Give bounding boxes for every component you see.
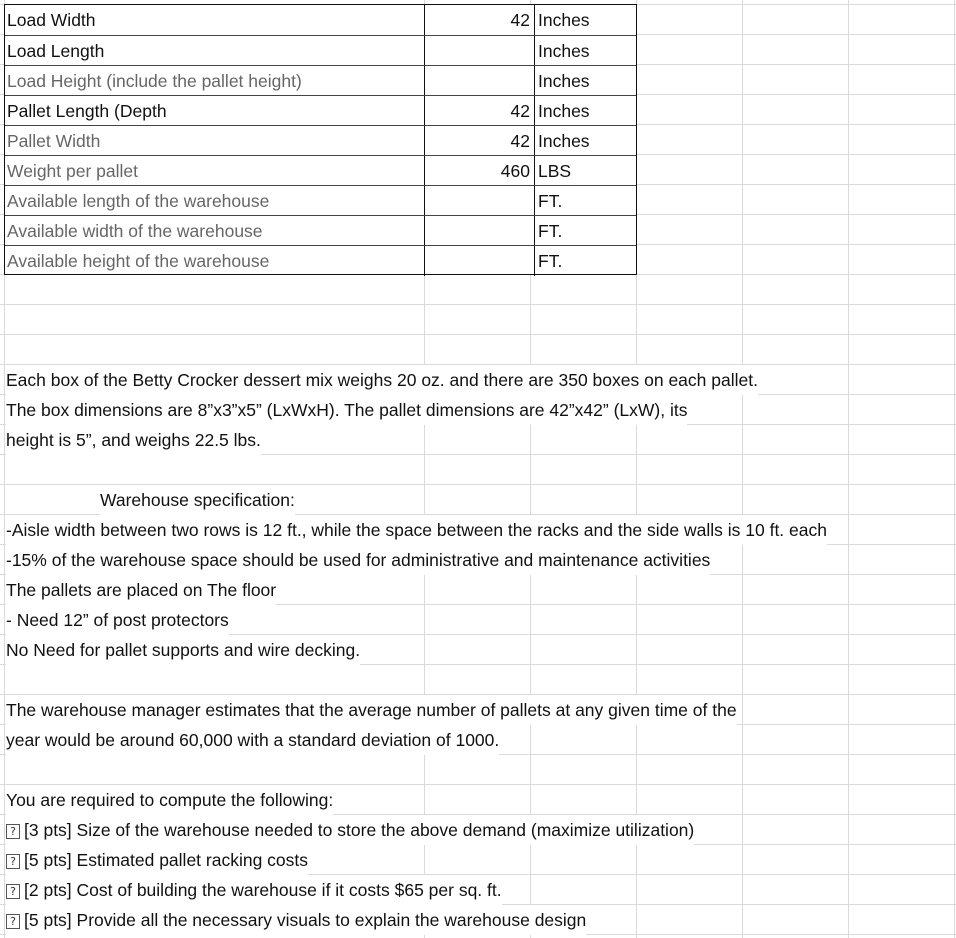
param-unit-cell[interactable]: Inches [538, 10, 590, 30]
task-text: [3 pts] Size of the warehouse needed to store the above demand (maximize utilization) [24, 820, 695, 840]
table-row [5, 215, 636, 246]
param-value-cell[interactable] [425, 66, 535, 96]
param-unit-cell[interactable]: Inches [538, 71, 590, 91]
task-text: [2 pts] Cost of building the warehouse if it costs $65 per sq. ft. [24, 880, 502, 900]
spec-line[interactable]: The pallets are placed on The floor [6, 575, 276, 605]
table-row [5, 95, 636, 126]
param-value-cell[interactable] [425, 216, 535, 246]
table-row [5, 65, 636, 96]
task-item[interactable] [6, 815, 694, 845]
missing-glyph-icon: ? [6, 884, 20, 899]
param-label-cell[interactable]: Load Width [5, 5, 425, 35]
description-line[interactable]: height is 5”, and weighs 22.5 lbs. [6, 425, 261, 455]
spec-line[interactable]: No Need for pallet supports and wire decking. [6, 635, 360, 665]
spec-line[interactable]: -Aisle width between two rows is 12 ft., while the space between the racks and the side walls is 10 ft. each [6, 515, 827, 545]
spec-title[interactable]: Warehouse specification: [100, 485, 295, 515]
param-value-cell[interactable]: 42 [425, 126, 535, 156]
spec-line[interactable]: -15% of the warehouse space should be used for administrative and maintenance activities [6, 545, 710, 575]
description-line[interactable]: The box dimensions are 8”x3”x5” (LxWxH). The pallet dimensions are 42”x42” (LxW), its [6, 395, 687, 425]
param-label-cell[interactable]: Available length of the warehouse [5, 186, 425, 216]
table-row [5, 125, 636, 156]
tasks-intro[interactable]: You are required to compute the following: [6, 785, 333, 815]
param-label-cell[interactable]: Pallet Width [5, 126, 425, 156]
param-unit-cell[interactable]: Inches [538, 101, 590, 121]
param-value-cell[interactable]: 42 [425, 96, 535, 126]
param-label-cell[interactable]: Available width of the warehouse [5, 216, 425, 246]
param-label-cell[interactable]: Available height of the warehouse [5, 246, 425, 276]
table-row [5, 155, 636, 186]
table-row [5, 185, 636, 216]
task-text: [5 pts] Estimated pallet racking costs [24, 850, 309, 870]
param-label-cell[interactable]: Pallet Length (Depth [5, 96, 425, 126]
description-line[interactable]: Each box of the Betty Crocker dessert mix weighs 20 oz. and there are 350 boxes on each pallet. [6, 365, 758, 395]
param-label-cell[interactable]: Weight per pallet [5, 156, 425, 186]
task-text: [5 pts] Provide all the necessary visuals to explain the warehouse design [24, 910, 587, 930]
param-unit-cell[interactable]: Inches [538, 131, 590, 151]
param-unit-cell[interactable]: FT. [538, 191, 563, 211]
manager-line[interactable]: The warehouse manager estimates that the average number of pallets at any given time of the [6, 695, 737, 725]
param-value-cell[interactable] [425, 36, 535, 66]
param-unit-cell[interactable]: Inches [538, 41, 590, 61]
param-unit-cell[interactable]: LBS [538, 161, 572, 181]
table-row [5, 5, 636, 35]
parameter-table [4, 4, 637, 275]
param-value-cell[interactable] [425, 246, 535, 276]
task-item[interactable] [6, 905, 586, 935]
param-label-cell[interactable]: Load Length [5, 36, 425, 66]
missing-glyph-icon: ? [6, 824, 20, 839]
param-label-cell[interactable]: Load Height (include the pallet height) [5, 66, 425, 96]
param-value-cell[interactable]: 460 [425, 156, 535, 186]
param-unit-cell[interactable]: FT. [538, 221, 563, 241]
spec-line[interactable]: - Need 12” of post protectors [6, 605, 229, 635]
table-row [5, 35, 636, 66]
task-item[interactable] [6, 875, 502, 905]
param-unit-cell[interactable]: FT. [538, 251, 563, 271]
param-value-cell[interactable]: 42 [425, 5, 535, 35]
param-value-cell[interactable] [425, 186, 535, 216]
missing-glyph-icon: ? [6, 914, 20, 929]
missing-glyph-icon: ? [6, 854, 20, 869]
manager-line[interactable]: year would be around 60,000 with a standard deviation of 1000. [6, 725, 499, 755]
table-row [5, 245, 636, 276]
task-item[interactable] [6, 845, 308, 875]
